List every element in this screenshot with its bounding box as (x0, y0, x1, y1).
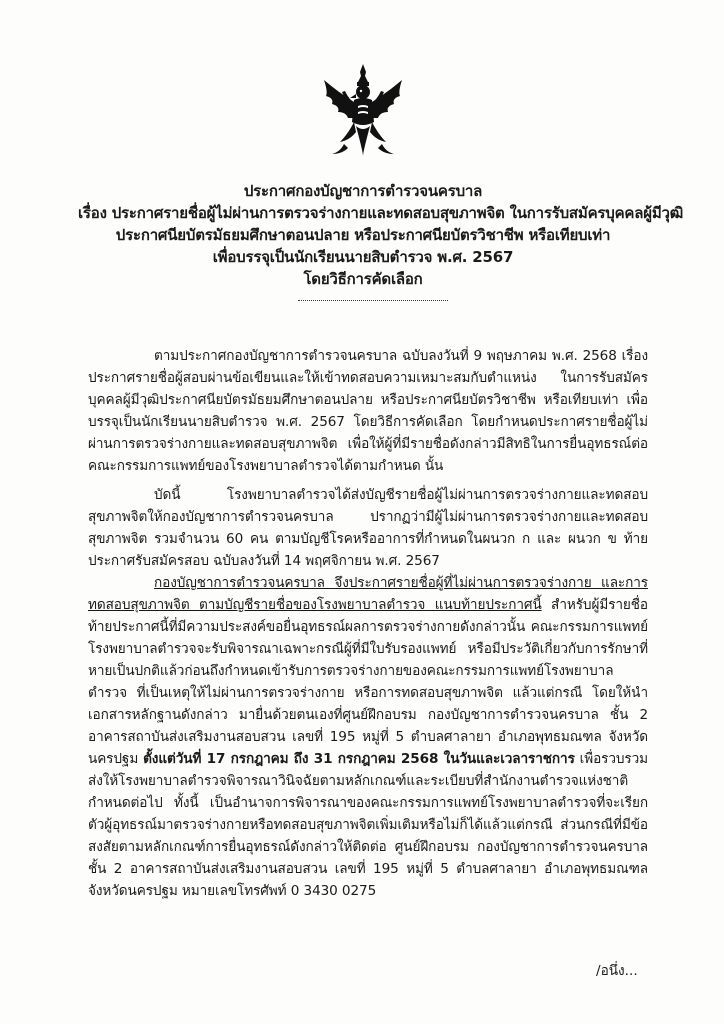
paragraph-3-part-a: สำหรับผู้มีรายชื่อท้ายประกาศนี้ที่มีความประสงค์ขอยื่นอุทธรณ์ผลการตรวจร่างกายดังกล่าวนั้น คณะกรรมการแพทย์โรงพยาบาลตำรวจจะรับพิจารณาเฉพาะกรณีผู้ที่มีใบรับรองแพทย์ หรือมีประวัติเกี่ยวกับการรักษาที่หายเป็นปกติแล้วก่อนถึงกำหนดเข้ารับการตรวจร่างกายของคณะกรรมการแพทย์โรงพยาบาลตำรวจ ที่เป็นเหตุให้ไม่ผ่านการตรวจร่างกาย หรือการทดสอบสุขภาพจิต แล้วแต่กรณี โดยให้นำเอกสารหลักฐานดังกล่าว มายื่นด้วยตนเองที่ศูนย์ฝึกอบรม กองบัญชาการตำรวจนครบาล ชั้น 2 อาคารสถาบันส่งเสริมงานสอบสวน เลขที่ 195 หมู่ที่ 5 ตำบลศาลายา อำเภอพุทธมณฑล จังหวัดนครปฐม (88, 597, 648, 767)
subject-line-4: โดยวิธีการคัดเลือก (303, 270, 423, 288)
paragraph-3 (88, 572, 648, 902)
announcement-title: ประกาศกองบัญชาการตำรวจนครบาล (243, 182, 483, 200)
heading-divider (298, 300, 448, 301)
subject-line-1: เรื่อง ประกาศรายชื่อผู้ไม่ผ่านการตรวจร่างกายและทดสอบสุขภาพจิต ในการรับสมัครบุคคลผู้มีวุฒิ (78, 204, 684, 222)
subject-line-3: เพื่อบรรจุเป็นนักเรียนนายสิบตำรวจ พ.ศ. 2567 (212, 248, 514, 266)
continued-marker: /อนึ่ง... (596, 963, 638, 979)
paragraph-3-part-b: เพื่อรวบรวมส่งให้โรงพยาบาลตำรวจพิจารณาวินิจฉัยตามหลักเกณฑ์และระเบียบที่สำนักงานตำรวจแห่งชาติ กำหนดต่อไป ทั้งนี้ เป็นอำนาจการพิจารณาของคณะกรรมการแพทย์โรงพยาบาลตำรวจที่จะเรียกตัวผู้อุทธรณ์มาตรวจร่างกายหรือทดสอบสุขภาพจิตเพิ่มเติมหรือไม่ก็ได้แล้วแต่กรณี ส่วนกรณีที่มีข้อสงสัยตามหลักเกณฑ์การยื่นอุทธรณ์ดังกล่าวให้ติดต่อ ศูนย์ฝึกอบรม กองบัญชาการตำรวจนครบาล ชั้น 2 อาคารสถาบันส่งเสริมงานสอบสวน เลขที่ 195 หมู่ที่ 5 ตำบลศาลายา อำเภอพุทธมณฑล จังหวัดนครปฐม หมายเลขโทรศัพท์ 0 3430 0275 (88, 751, 648, 899)
paragraph-3-underlined: กองบัญชาการตำรวจนครบาล จึงประกาศรายชื่อผู้ที่ไม่ผ่านการตรวจร่างกาย และการทดสอบสุขภาพจิต ตามบัญชีรายชื่อของโรงพยาบาลตำรวจ แนบท้ายประกาศนี้ (88, 575, 648, 613)
paragraph-3-bold-dates: ตั้งแต่วันที่ 17 กรกฎาคม ถึง 31 กรกฎาคม 2568 ในวันและเวลาราชการ (143, 751, 575, 767)
paragraph-2: บัดนี้ โรงพยาบาลตำรวจได้ส่งบัญชีรายชื่อผู้ไม่ผ่านการตรวจร่างกายและทดสอบสุขภาพจิตให้กองบัญชาการตำรวจนครบาล ปรากฏว่ามีผู้ไม่ผ่านการตรวจร่างกายและทดสอบสุขภาพจิต รวมจำนวน 60 คน ตามบัญชีโรคหรืออาการที่กำหนดในผนวก ก และ ผนวก ข ท้ายประกาศรับสมัครสอบ ฉบับลงวันที่ 14 พฤศจิกายน พ.ศ. 2567 (88, 487, 648, 569)
subject-line-2: ประกาศนียบัตรมัธยมศึกษาตอนปลาย หรือประกาศนียบัตรวิชาชีพ หรือเทียบเท่า (115, 226, 611, 244)
paragraph-1: ตามประกาศกองบัญชาการตำรวจนครบาล ฉบับลงวันที่ 9 พฤษภาคม พ.ศ. 2568 เรื่อง ประกาศรายชื่อผู้สอบผ่านข้อเขียนและให้เข้าทดสอบความเหมาะสมกับตำแหน่ง ในการรับสมัครบุคคลผู้มีวุฒิประกาศนียบัตรมัธยมศึกษาตอนปลาย หรือประกาศนียบัตรวิชาชีพ หรือเทียบเท่า เพื่อบรรจุเป็นนักเรียนนายสิบตำรวจ พ.ศ. 2567 โดยวิธีการคัดเลือก โดยกำหนดประกาศรายชื่อผู้ไม่ผ่านการตรวจร่างกายและทดสอบสุขภาพจิต เพื่อให้ผู้ที่มีรายชื่อดังกล่าวมีสิทธิในการยื่นอุทธรณ์ต่อคณะกรรมการแพทย์ของโรงพยาบาลตำรวจได้ตามกำหนด นั้น (88, 348, 648, 474)
garuda-emblem-icon (320, 62, 406, 158)
